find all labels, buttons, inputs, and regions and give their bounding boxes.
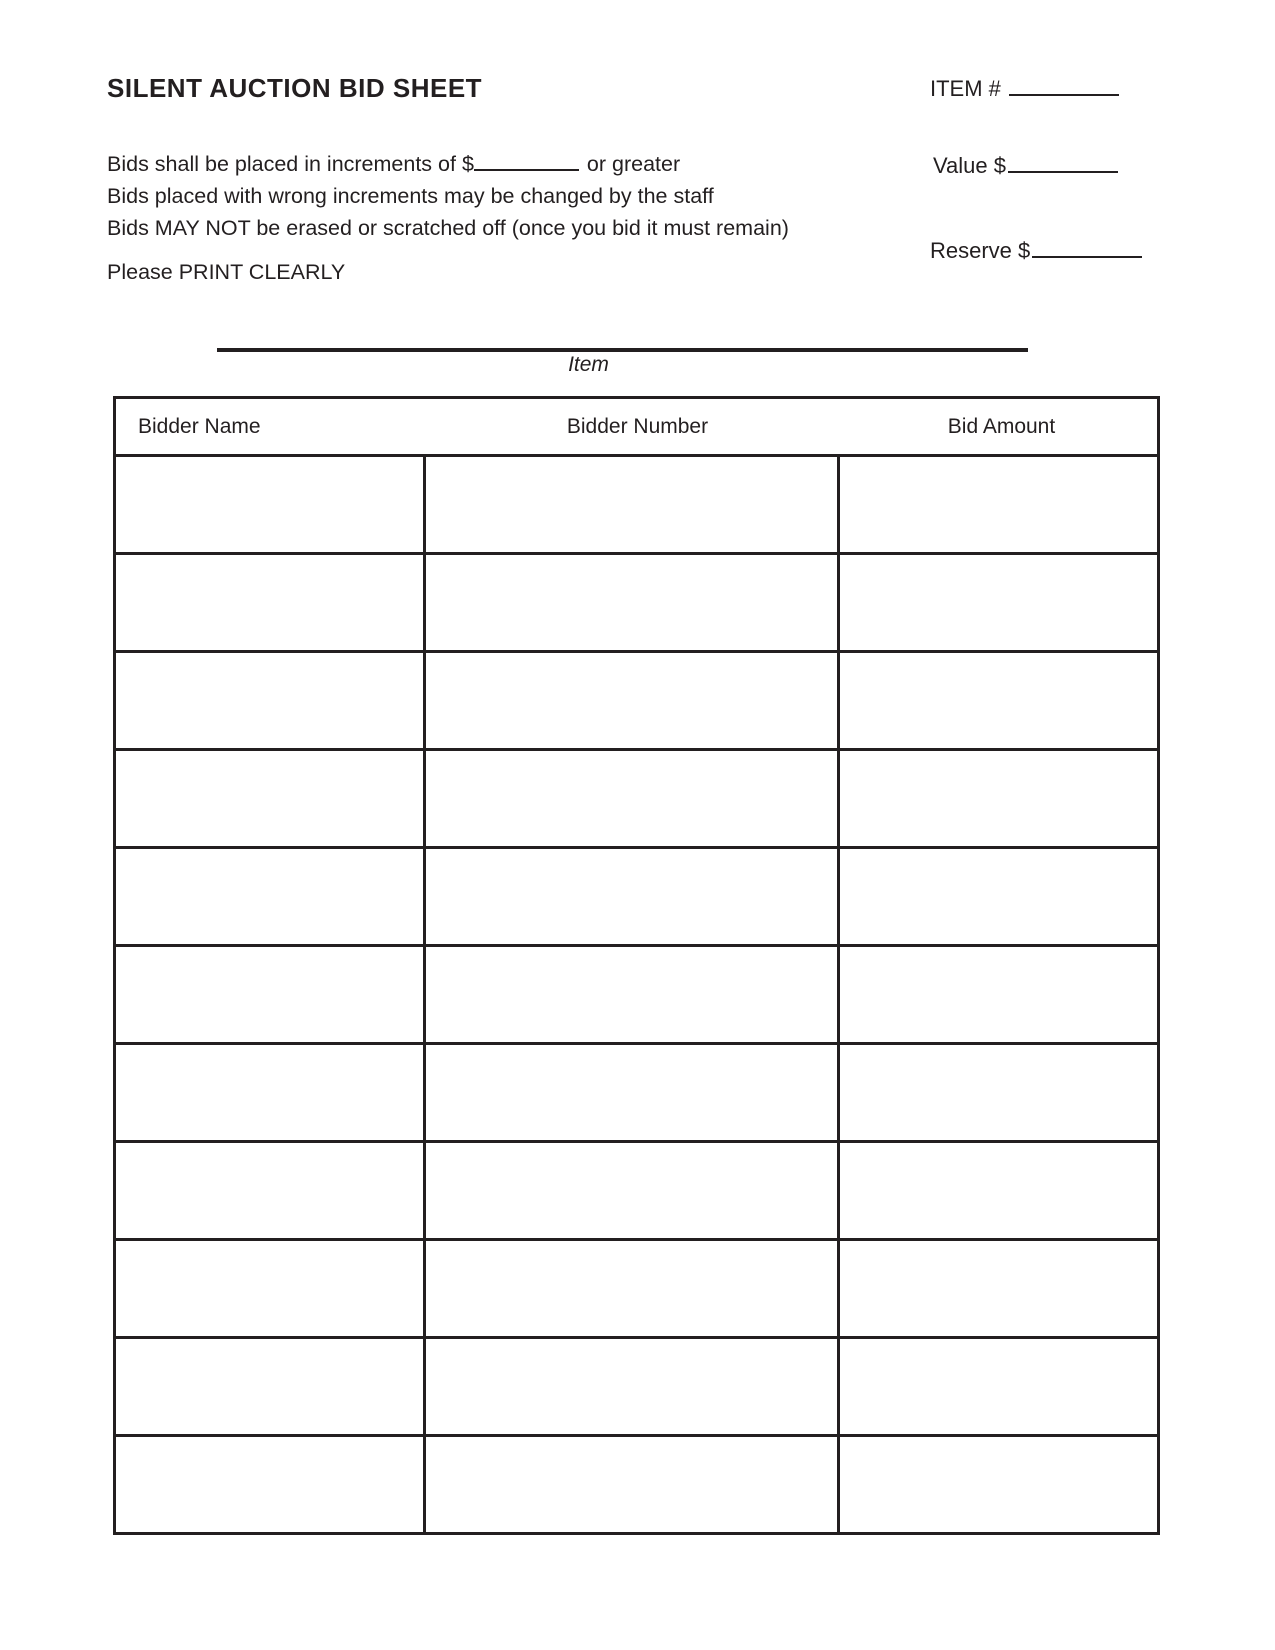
bidder-name-cell (116, 1241, 426, 1336)
column-header-bidder-name: Bidder Name (138, 414, 261, 438)
reserve-blank (1032, 238, 1142, 258)
bidder-number-cell (426, 1241, 840, 1336)
bidder-name-cell (116, 1339, 426, 1434)
item-name-blank-line (217, 348, 1028, 352)
bidder-name-cell (116, 1143, 426, 1238)
bid-amount-cell (840, 1143, 1157, 1238)
instruction-line-no-erase: Bids MAY NOT be erased or scratched off (once you bid it must remain) (107, 216, 789, 240)
bidder-number-cell (426, 751, 840, 846)
table-row (116, 555, 1157, 653)
bidder-number-cell (426, 1045, 840, 1140)
bidder-number-cell (426, 555, 840, 650)
page-title: SILENT AUCTION BID SHEET (107, 73, 483, 103)
bid-amount-cell (840, 1045, 1157, 1140)
bid-table (113, 396, 1160, 1535)
item-number-field (930, 76, 1119, 102)
bidder-number-cell (426, 653, 840, 748)
bid-amount-cell (840, 1437, 1157, 1532)
column-header-bid-amount: Bid Amount (947, 414, 1056, 438)
table-row (116, 947, 1157, 1045)
bidder-name-cell (116, 653, 426, 748)
increment-amount-blank (474, 153, 579, 171)
table-row (116, 1143, 1157, 1241)
instruction-line-increments (107, 148, 789, 180)
table-row (116, 457, 1157, 555)
bidder-number-cell (426, 1437, 840, 1532)
bid-amount-cell (840, 1241, 1157, 1336)
bidder-name-cell (116, 1437, 426, 1532)
bid-amount-cell (840, 653, 1157, 748)
bid-amount-cell (840, 457, 1157, 552)
instruction-increments-suffix: or greater (586, 152, 681, 176)
table-row (116, 1045, 1157, 1143)
bid-amount-cell (840, 947, 1157, 1042)
bidder-number-cell (426, 1339, 840, 1434)
instructions-block (107, 148, 789, 288)
table-row (116, 849, 1157, 947)
value-label: Value $ (933, 153, 1006, 178)
bid-amount-cell (840, 1339, 1157, 1434)
bidder-name-cell (116, 947, 426, 1042)
bid-table-body (116, 457, 1157, 1532)
table-row (116, 1437, 1157, 1532)
bidder-name-cell (116, 849, 426, 944)
item-number-label: ITEM # (930, 76, 1001, 101)
bidder-name-cell (116, 555, 426, 650)
value-field (933, 153, 1118, 179)
instruction-line-print-clearly: Please PRINT CLEARLY (107, 260, 346, 284)
bidder-name-cell (116, 1045, 426, 1140)
reserve-label: Reserve $ (930, 238, 1031, 263)
table-row (116, 1339, 1157, 1437)
reserve-field (930, 238, 1142, 264)
bidder-name-cell (116, 457, 426, 552)
bidder-name-cell (116, 751, 426, 846)
bidder-number-cell (426, 947, 840, 1042)
column-header-bidder-number: Bidder Number (566, 414, 709, 438)
table-row (116, 653, 1157, 751)
bid-table-header-row (116, 399, 1157, 457)
instruction-line-wrong-increments: Bids placed with wrong increments may be changed by the staff (107, 184, 714, 208)
table-row (116, 1241, 1157, 1339)
bidder-number-cell (426, 457, 840, 552)
bid-amount-cell (840, 751, 1157, 846)
table-row (116, 751, 1157, 849)
value-blank (1008, 153, 1118, 173)
item-label-wrap (217, 353, 1028, 377)
bidder-number-cell (426, 1143, 840, 1238)
item-number-blank (1009, 76, 1119, 96)
instruction-increments-prefix: Bids shall be placed in increments of $ (107, 152, 474, 176)
item-label: Item (568, 353, 609, 376)
bid-amount-cell (840, 555, 1157, 650)
bid-amount-cell (840, 849, 1157, 944)
bidder-number-cell (426, 849, 840, 944)
